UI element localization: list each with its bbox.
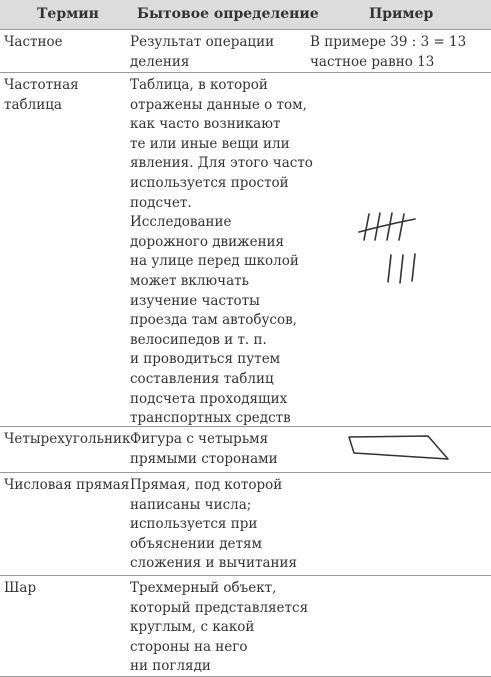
term-text: Четырехугольник [4,431,131,447]
term-cell [4,579,36,599]
definition-line: велосипедов и т. п. [130,331,267,348]
definition-line: Таблица, в которой [130,77,268,93]
definition-line: прямыми сторонами [130,450,278,467]
term-text: Частотная [4,77,79,93]
table-row [0,73,491,427]
table-row [0,576,491,677]
example-line: В примере 39 : 3 = 13 [310,34,467,50]
definition-line: явления. Для этого часто [130,155,313,172]
definition-cell [130,430,278,469]
tally-marks-icon [355,211,425,291]
definition-line: Исследование [130,214,232,231]
table-row [0,30,491,73]
table-header [0,0,491,30]
definition-line: используется простой [130,174,289,191]
term-text: Числовая прямая [4,477,130,493]
term-text: таблица [4,96,62,113]
definition-line: на улице перед школой [130,253,299,270]
example-line: частное равно 13 [310,53,435,70]
definition-line: ни погляди [130,658,211,675]
definition-line: стороны на него [130,638,248,655]
term-text: Частное [4,34,63,50]
example-cell [310,33,466,72]
definition-line: круглым, с какой [130,619,255,636]
definition-line: проезда там автобусов, [130,312,297,329]
definition-cell [130,76,313,429]
quadrilateral-icon [345,433,455,463]
definition-cell [130,476,297,574]
definition-line: объяснении детям [130,535,262,552]
definition-line: те или иные вещи или [130,135,290,152]
definition-line: Прямая, под которой [130,477,283,493]
term-cell [4,476,129,496]
definition-line: как часто возникают [130,116,281,133]
definition-line: может включать [130,272,249,289]
header-example: Пример [369,6,434,22]
definition-cell [130,33,274,72]
definition-line: изучение частоты [130,292,260,309]
term-cell [4,33,63,53]
definition-line: который представляется [130,599,309,616]
definition-line: и проводиться путем [130,351,281,368]
definition-line: подсчета проходящих [130,390,288,407]
header-definition: Бытовое определение [137,6,319,22]
definition-line: дорожного движения [130,233,285,250]
definition-cell [130,579,308,677]
table-row [0,427,491,473]
term-cell [4,430,130,450]
definition-line: отражены данные о том, [130,96,307,113]
definition-line: сложения и вычитания [130,555,298,572]
definition-line: транспортных средств [130,410,291,427]
term-cell [4,76,79,115]
header-term: Термин [37,6,99,22]
definition-line: подсчет. [130,194,192,211]
definition-line: Трехмерный объект, [130,580,277,596]
definition-line: деления [130,53,190,70]
definition-line: Фигура с четырьмя [130,431,269,447]
definition-line: Результат операции [130,34,275,50]
definition-line: используется при [130,516,258,533]
definition-line: написаны числа; [130,496,252,513]
term-text: Шар [4,580,37,596]
table-row [0,473,491,576]
definition-line: составления таблиц [130,370,274,387]
